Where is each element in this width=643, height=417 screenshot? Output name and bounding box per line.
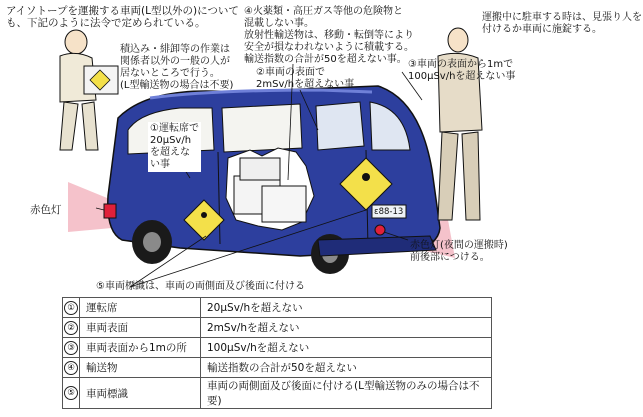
table-row xyxy=(63,358,492,378)
row-number: ③ xyxy=(64,341,78,355)
table-row xyxy=(63,298,492,318)
red-lamp-left-label: 赤色灯 xyxy=(30,204,62,216)
row-rule: 100μSv/hを超えない xyxy=(201,338,492,358)
sign-note: ⑤車両標識は、車両の両側面及び後面に付ける xyxy=(96,281,305,292)
loading-note: 積込み・緋卸等の作業は 関係者以外の一般の人が 居ないところで行う。 (L型輸送物の場合は不要) xyxy=(120,44,234,91)
row-item: 輸送物 xyxy=(80,358,201,378)
row-number: ① xyxy=(64,301,78,315)
row-rule: 車両の両側面及び後面に付ける(L型輸送物のみの場合は不要) xyxy=(201,378,492,409)
row-rule: 輸送指数の合計が50を超えない xyxy=(201,358,492,378)
driver-note: ①運転席で 20μSv/h を超えな い事 xyxy=(150,123,199,170)
parking-note: 運搬中に駐車する時は、見張り人を 付けるか車両に施錠する。 xyxy=(482,12,642,35)
row-rule: 20μSv/hを超えない xyxy=(201,298,492,318)
van xyxy=(104,86,440,274)
row-rule: 2mSv/hを超えない xyxy=(201,318,492,338)
hazard-note: ④火薬類・高圧ガス等他の危険物と 混載しない事。 放射性輸送物は、移動・転倒等により 安全が損なわれないように積載する。 輸送指数の合計が50を超えない事。 xyxy=(244,6,414,65)
red-lamp-right-label: 赤色灯(夜間の運搬時) 前後部につける。 xyxy=(410,240,508,263)
row-number: ④ xyxy=(64,361,78,375)
regulation-table xyxy=(62,297,492,409)
row-item: 運転席 xyxy=(80,298,201,318)
license-plate-text: ε88-13 xyxy=(374,207,404,217)
intro-text: アイソトープを運搬する車両(L型以外の)について も、下記のように法令で定められている。 xyxy=(6,5,239,29)
row-item: 車両表面から1mの所 xyxy=(80,338,201,358)
row-item: 車両標識 xyxy=(80,378,201,409)
table-row xyxy=(63,338,492,358)
worker-right xyxy=(438,28,482,220)
row-number: ② xyxy=(64,321,78,335)
row-number: ⑤ xyxy=(64,386,78,400)
worker-left xyxy=(60,30,118,150)
one-meter-note: ③車両の表面から1mで 100μSv/hを超えない事 xyxy=(408,59,516,82)
table-row xyxy=(63,318,492,338)
table-row xyxy=(63,378,492,409)
surface-note: ②車両の表面で 2mSv/hを超えない事 xyxy=(256,67,355,90)
row-item: 車両表面 xyxy=(80,318,201,338)
